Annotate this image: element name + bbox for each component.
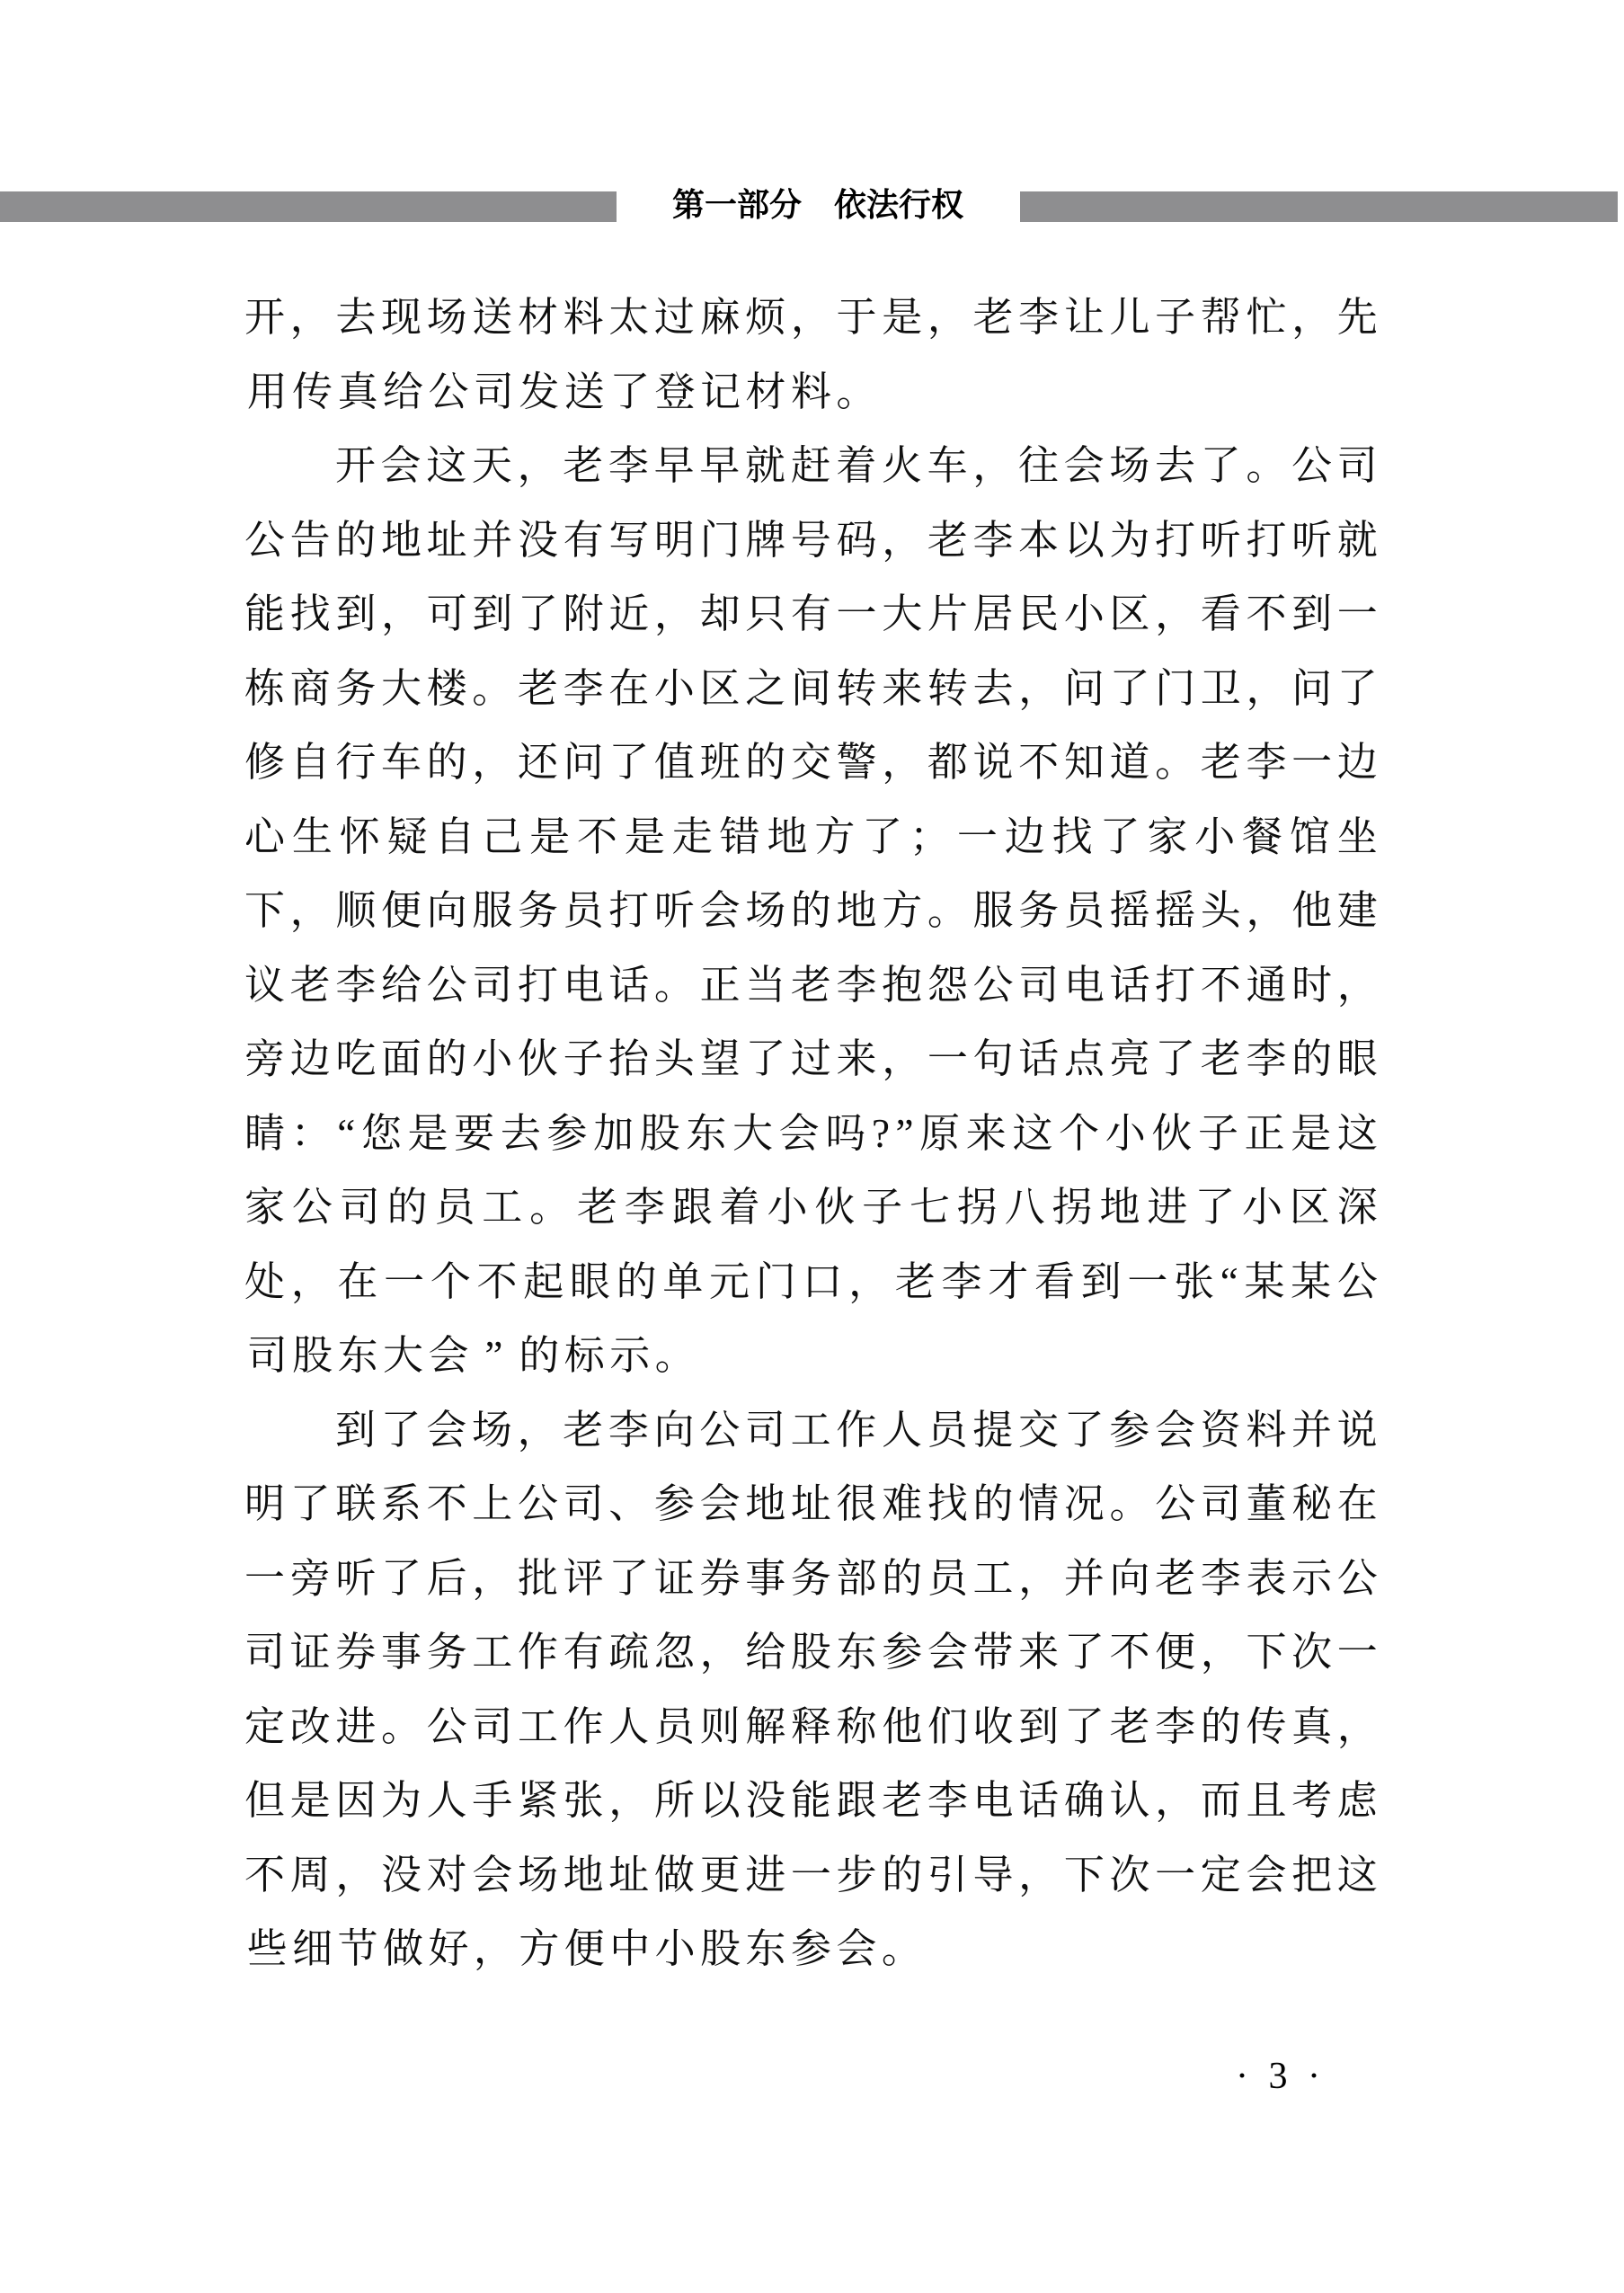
text-line: 修 自 行 车 的 ， 还 问 了 值 班 的 交 警 ， 都 说 不 知 道 。 老 李 一 边 (244, 740, 1378, 785)
text-line: 心 生 怀 疑 自 己 是 不 是 走 错 地 方 了 ； 一 边 找 了 家 小 餐 馆 坐 (244, 813, 1378, 859)
text-line: 公 告 的 地 址 并 没 有 写 明 门 牌 号 码 ， 老 李 本 以 为 打 听 打 听 就 (244, 517, 1378, 563)
text-line: 但 是 因 为 人 手 紧 张 ， 所 以 没 能 跟 老 李 电 话 确 认 ， 而 且 考 虑 (244, 1778, 1378, 1823)
text-line: 下 ， 顺 便 向 服 务 员 打 听 会 场 的 地 方 。 服 务 员 摇 摇 头 ， 他 建 (244, 888, 1378, 933)
text-line: 用 传 真 给 公 司 发 送 了 登 记 材 料 。 (246, 369, 877, 414)
text-line: 家 公 司 的 员 工 。 老 李 跟 着 小 伙 子 七 拐 八 拐 地 进 了 小 区 深 (244, 1185, 1378, 1230)
page-header (0, 0, 1624, 270)
text-line: 明 了 联 系 不 上 公 司 、 参 会 地 址 很 难 找 的 情 况 。 公 司 董 秘 在 (244, 1481, 1378, 1526)
text-line: 些 细 节 做 好 ， 方 便 中 小 股 东 参 会 。 (246, 1926, 922, 1971)
text-line: 开 会 这 天 ， 老 李 早 早 就 赶 着 火 车 ， 往 会 场 去 了 。 公 司 (334, 443, 1378, 488)
text-line: 司 股 东 大 会 ” 的 标 示 。 (246, 1333, 696, 1378)
text-line: 到 了 会 场 ， 老 李 向 公 司 工 作 人 员 提 交 了 参 会 资 料 并 说 (334, 1407, 1378, 1453)
text-line: 定 改 进 。 公 司 工 作 人 员 则 解 释 称 他 们 收 到 了 老 李 的 传 真 ， (244, 1703, 1378, 1749)
body-text (244, 280, 1378, 1986)
text-line: 议 老 李 给 公 司 打 电 话 。 正 当 老 李 抱 怨 公 司 电 话 打 不 通 时 ， (244, 962, 1378, 1008)
text-line: 处 ， 在 一 个 不 起 眼 的 单 元 门 口 ， 老 李 才 看 到 一 张 “ 某 某 公 (244, 1258, 1378, 1304)
text-line: 司 证 券 事 务 工 作 有 疏 忽 ， 给 股 东 参 会 带 来 了 不 便 ， 下 次 一 (244, 1630, 1378, 1675)
text-line: 开 ， 去 现 场 送 材 料 太 过 麻 烦 ， 于 是 ， 老 李 让 儿 子 帮 忙 ， 先 (244, 295, 1378, 340)
text-line: 能 找 到 ， 可 到 了 附 近 ， 却 只 有 一 大 片 居 民 小 区 ， 看 不 到 一 (244, 591, 1378, 636)
text-line: 不 周 ， 没 对 会 场 地 址 做 更 进 一 步 的 引 导 ， 下 次 一 定 会 把 这 (244, 1852, 1378, 1898)
page-number: · 3 · (1236, 2056, 1326, 2097)
text-line: 一 旁 听 了 后 ， 批 评 了 证 券 事 务 部 的 员 工 ， 并 向 老 李 表 示 公 (244, 1555, 1378, 1601)
text-line: 睛 ： “ 您 是 要 去 参 加 股 东 大 会 吗 ? ” 原 来 这 个 小 伙 子 正 是 这 (244, 1110, 1378, 1156)
section-title: 第一部分 依法行权 (671, 186, 964, 223)
header-rule-left (0, 191, 617, 222)
header-rule-right (1020, 191, 1618, 222)
text-line: 旁 边 吃 面 的 小 伙 子 抬 头 望 了 过 来 ， 一 句 话 点 亮 了 老 李 的 眼 (244, 1036, 1378, 1081)
text-line: 栋 商 务 大 楼 。 老 李 在 小 区 之 间 转 来 转 去 ， 问 了 门 卫 ， 问 了 (244, 665, 1378, 711)
